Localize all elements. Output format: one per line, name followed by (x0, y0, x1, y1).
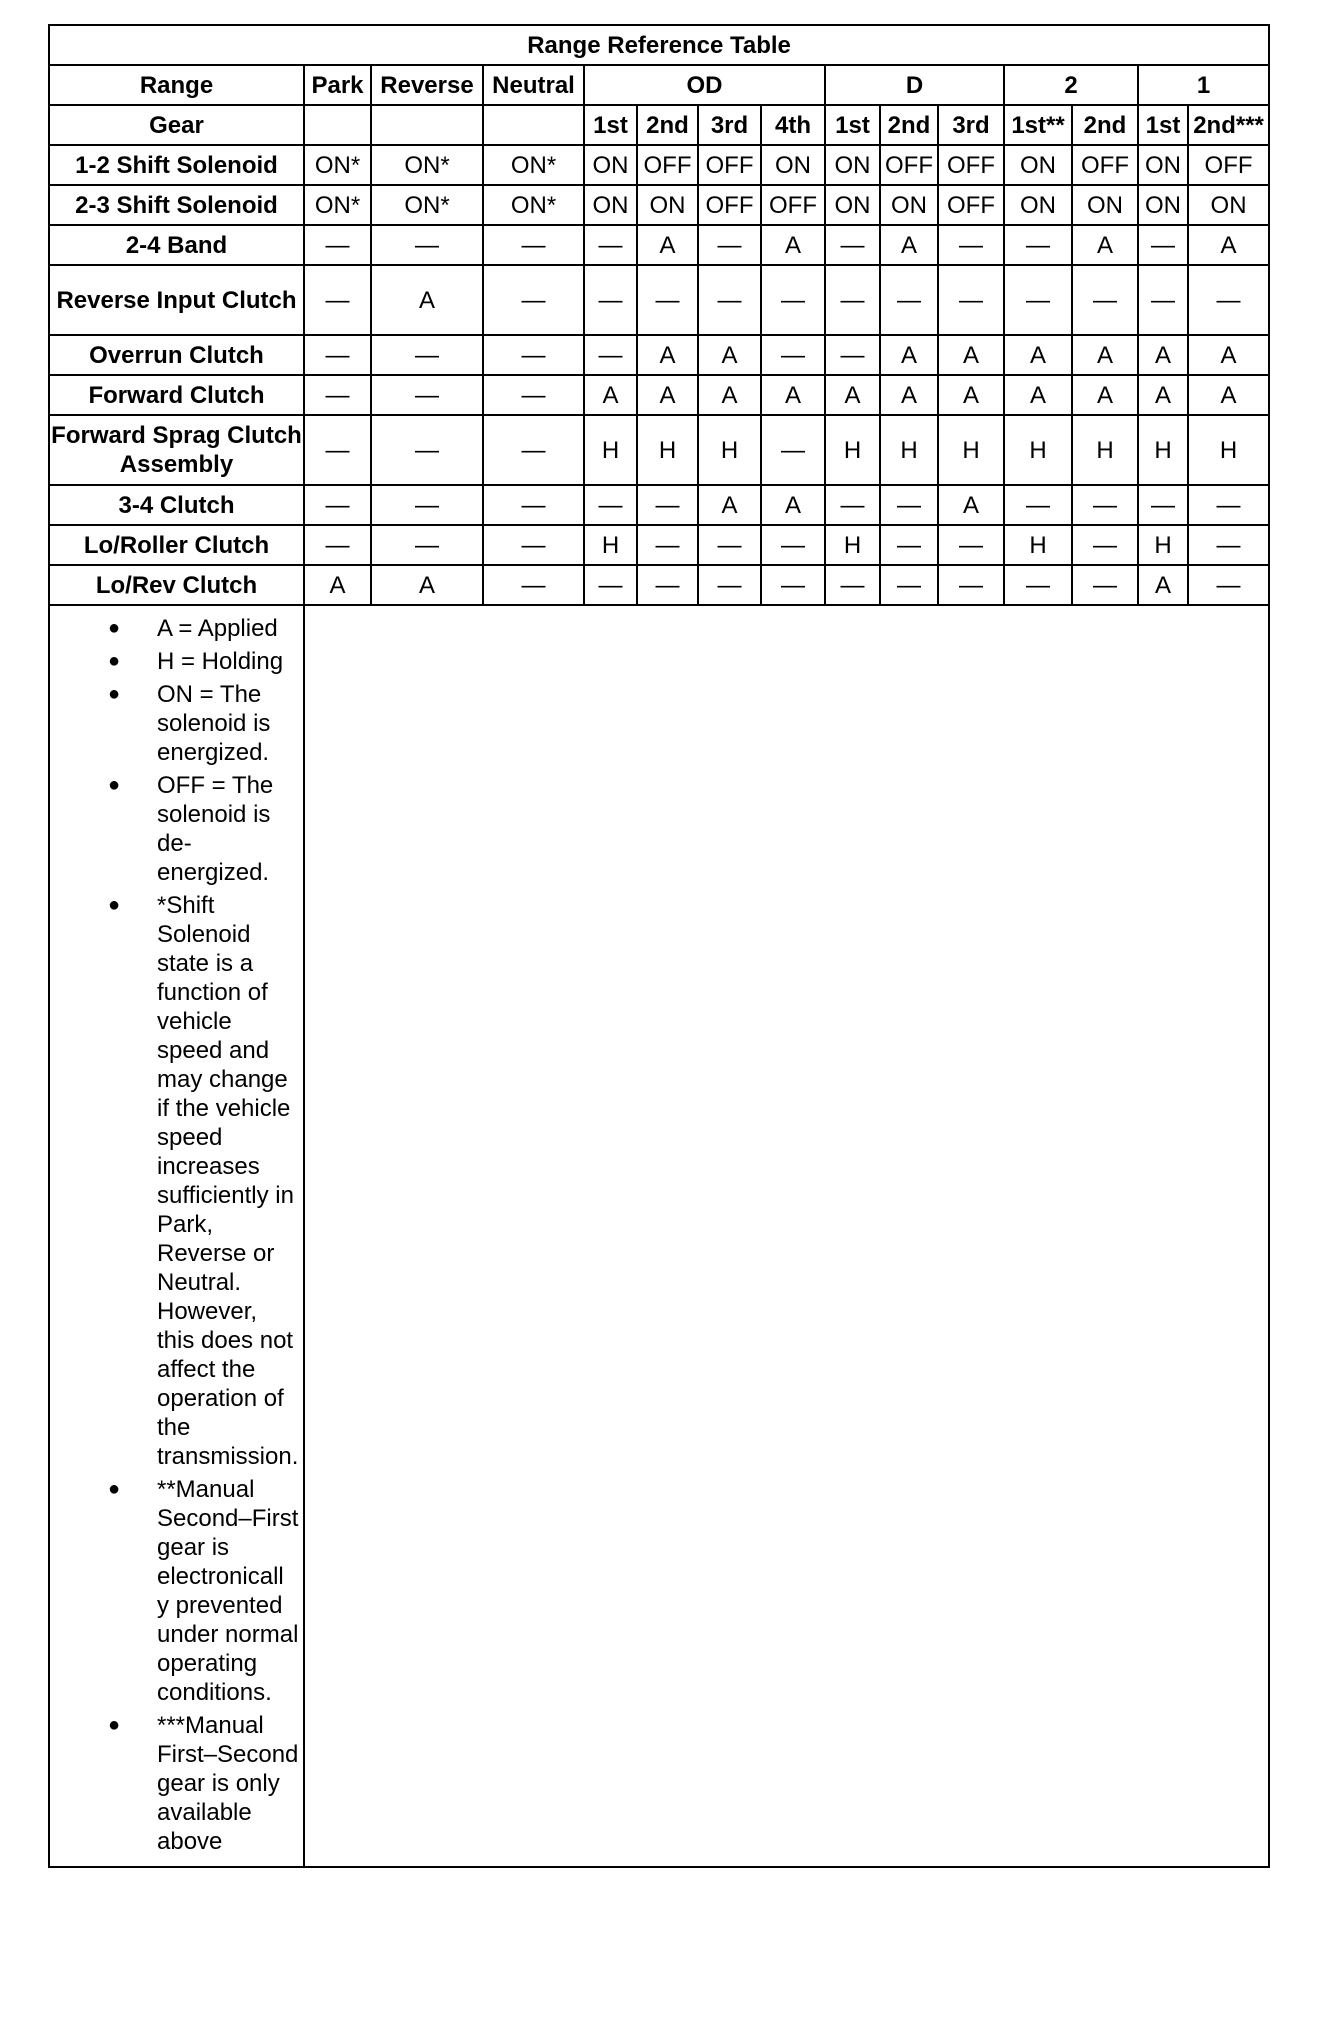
table-body (49, 145, 1269, 605)
table-cell: ON* (483, 185, 584, 225)
table-cell: — (880, 525, 938, 565)
table-cell: A (1188, 335, 1269, 375)
table-cell: H (1004, 415, 1072, 485)
table-cell: A (1072, 225, 1138, 265)
range-header: Neutral (483, 65, 584, 105)
table-cell: — (825, 565, 880, 605)
note-text: *Shift Solenoid state is a function of vehicle speed and may change if the vehicle speed increases sufficiently in Park, Reverse or Neutral. However, this does not affect the operation of the transmission. (157, 892, 299, 1470)
table-cell: A (761, 375, 825, 415)
bullet-icon: ● (108, 1478, 121, 1500)
table-row (49, 375, 1269, 415)
table-cell: ON (825, 145, 880, 185)
table-cell: ON (637, 185, 698, 225)
table-cell: — (304, 415, 371, 485)
bullet-icon: ● (108, 617, 121, 639)
notes-cell (49, 605, 304, 1867)
table-cell: ON (584, 145, 637, 185)
table-cell: — (938, 265, 1004, 335)
table-cell: A (1004, 375, 1072, 415)
table-row (49, 225, 1269, 265)
table-cell: — (880, 265, 938, 335)
notes-blank-area (304, 605, 1269, 1867)
table-cell: ON (1138, 185, 1188, 225)
table-cell: — (637, 265, 698, 335)
bullet-icon: ● (108, 1714, 121, 1736)
table-cell: H (637, 415, 698, 485)
table-cell: H (584, 525, 637, 565)
gear-header: 1st (584, 105, 637, 145)
table-cell: A (938, 375, 1004, 415)
table-cell: — (1004, 485, 1072, 525)
table-cell: — (637, 525, 698, 565)
table-cell: — (483, 525, 584, 565)
gear-header: 2nd (880, 105, 938, 145)
note-text: H = Holding (157, 648, 284, 675)
range-label: Range (49, 65, 304, 105)
gear-header: 2nd*** (1188, 105, 1269, 145)
note-text: ***Manual First–Second gear is only available above (157, 1712, 299, 1855)
table-cell: A (637, 375, 698, 415)
table-cell: A (698, 485, 761, 525)
gear-header: 4th (761, 105, 825, 145)
table-cell: OFF (637, 145, 698, 185)
table-cell: ON (880, 185, 938, 225)
table-cell: — (1004, 265, 1072, 335)
table-cell: — (1004, 565, 1072, 605)
table-cell: H (1072, 415, 1138, 485)
table-cell: A (761, 225, 825, 265)
table-cell: — (371, 485, 483, 525)
row-label: Overrun Clutch (49, 335, 304, 375)
table-cell: H (1138, 525, 1188, 565)
notes-row (49, 605, 1269, 1867)
gear-header: 2nd (637, 105, 698, 145)
gear-header: 2nd (1072, 105, 1138, 145)
table-cell: A (1072, 375, 1138, 415)
table-cell: — (304, 485, 371, 525)
note-text: ON = The solenoid is energized. (157, 681, 271, 766)
gear-header (371, 105, 483, 145)
table-row (49, 525, 1269, 565)
table-cell: — (483, 485, 584, 525)
table-cell: — (483, 375, 584, 415)
table-cell: — (304, 265, 371, 335)
table-title: Range Reference Table (49, 25, 1269, 65)
range-header: D (825, 65, 1004, 105)
gear-header-row (49, 105, 1269, 145)
bullet-icon: ● (108, 774, 121, 796)
row-label: Lo/Roller Clutch (49, 525, 304, 565)
table-cell: — (761, 335, 825, 375)
table-cell: — (371, 225, 483, 265)
table-cell: A (1072, 335, 1138, 375)
gear-header: 1st** (1004, 105, 1072, 145)
table-cell: H (584, 415, 637, 485)
table-cell: — (825, 225, 880, 265)
table-cell: — (584, 565, 637, 605)
table-cell: — (584, 335, 637, 375)
table-cell: ON* (371, 145, 483, 185)
table-cell: A (371, 265, 483, 335)
table-cell: A (304, 565, 371, 605)
table-cell: — (1138, 265, 1188, 335)
table-cell: — (371, 375, 483, 415)
range-header-row (49, 65, 1269, 105)
table-row (49, 565, 1269, 605)
table-cell: — (1072, 485, 1138, 525)
table-cell: ON* (304, 145, 371, 185)
table-cell: — (761, 415, 825, 485)
table-cell: ON (1004, 145, 1072, 185)
table-cell: A (698, 335, 761, 375)
table-cell: ON (825, 185, 880, 225)
table-cell: — (761, 565, 825, 605)
table-cell: — (761, 525, 825, 565)
gear-header: 3rd (698, 105, 761, 145)
table-cell: — (880, 485, 938, 525)
notes-list (50, 614, 303, 1856)
table-cell: — (304, 225, 371, 265)
table-cell: — (483, 565, 584, 605)
table-cell: A (880, 375, 938, 415)
table-cell: — (1138, 485, 1188, 525)
table-row (49, 335, 1269, 375)
range-header: OD (584, 65, 825, 105)
table-cell: H (698, 415, 761, 485)
row-label: Forward Clutch (49, 375, 304, 415)
table-cell: — (483, 415, 584, 485)
table-cell: ON (584, 185, 637, 225)
table-cell: OFF (938, 185, 1004, 225)
table-cell: — (1004, 225, 1072, 265)
table-cell: — (761, 265, 825, 335)
table-cell: — (938, 565, 1004, 605)
table-cell: — (483, 265, 584, 335)
table-cell: H (825, 525, 880, 565)
table-cell: A (938, 485, 1004, 525)
note-text: **Manual Second–First gear is electronicall y prevented under normal operating conditions. (157, 1476, 299, 1706)
table-cell: — (698, 525, 761, 565)
table-cell: A (637, 225, 698, 265)
table-cell: — (1188, 565, 1269, 605)
table-cell: A (1188, 375, 1269, 415)
table-cell: A (698, 375, 761, 415)
table-cell: — (1188, 525, 1269, 565)
table-cell: — (938, 525, 1004, 565)
row-label: 2-4 Band (49, 225, 304, 265)
range-reference-table (48, 24, 1270, 1868)
gear-header (483, 105, 584, 145)
table-cell: — (1072, 565, 1138, 605)
gear-header: 1st (825, 105, 880, 145)
table-cell: — (637, 565, 698, 605)
table-cell: H (1138, 415, 1188, 485)
note-item (50, 680, 303, 767)
table-cell: A (1004, 335, 1072, 375)
table-cell: ON* (371, 185, 483, 225)
table-cell: H (825, 415, 880, 485)
gear-header: 1st (1138, 105, 1188, 145)
table-cell: ON (1138, 145, 1188, 185)
range-header: 2 (1004, 65, 1138, 105)
table-cell: — (304, 335, 371, 375)
table-cell: — (698, 265, 761, 335)
table-cell: H (1188, 415, 1269, 485)
bullet-icon: ● (108, 650, 121, 672)
table-cell: — (1188, 265, 1269, 335)
table-cell: — (1072, 525, 1138, 565)
table-row (49, 265, 1269, 335)
table-cell: — (371, 415, 483, 485)
table-cell: A (1188, 225, 1269, 265)
table-cell: A (1138, 335, 1188, 375)
table-row (49, 185, 1269, 225)
row-label: Reverse Input Clutch (49, 265, 304, 335)
table-cell: ON (1188, 185, 1269, 225)
note-item (50, 1475, 303, 1707)
table-cell: ON (761, 145, 825, 185)
table-cell: OFF (938, 145, 1004, 185)
table-cell: A (761, 485, 825, 525)
table-cell: H (1004, 525, 1072, 565)
table-row (49, 145, 1269, 185)
table-cell: ON (1072, 185, 1138, 225)
table-cell: — (483, 335, 584, 375)
table-cell: A (637, 335, 698, 375)
table-cell: — (483, 225, 584, 265)
table-cell: A (938, 335, 1004, 375)
table-cell: ON* (483, 145, 584, 185)
table-cell: ON (1004, 185, 1072, 225)
table-cell: A (1138, 565, 1188, 605)
table-cell: OFF (1072, 145, 1138, 185)
row-label: 2-3 Shift Solenoid (49, 185, 304, 225)
table-cell: — (825, 335, 880, 375)
table-cell: A (584, 375, 637, 415)
table-cell: A (371, 565, 483, 605)
table-cell: A (880, 335, 938, 375)
table-row (49, 415, 1269, 485)
table-cell: A (1138, 375, 1188, 415)
table-cell: OFF (698, 145, 761, 185)
note-item (50, 1711, 303, 1856)
gear-header (304, 105, 371, 145)
note-item (50, 891, 303, 1471)
table-cell: — (637, 485, 698, 525)
gear-label: Gear (49, 105, 304, 145)
gear-header: 3rd (938, 105, 1004, 145)
table-cell: — (1188, 485, 1269, 525)
table-row (49, 485, 1269, 525)
table-cell: — (371, 335, 483, 375)
table-cell: H (880, 415, 938, 485)
range-header: Park (304, 65, 371, 105)
range-header: 1 (1138, 65, 1269, 105)
table-cell: — (304, 375, 371, 415)
table-cell: OFF (698, 185, 761, 225)
table-cell: — (880, 565, 938, 605)
table-cell: A (880, 225, 938, 265)
table-cell: — (938, 225, 1004, 265)
note-text: A = Applied (157, 615, 278, 642)
note-text: OFF = The solenoid is de- energized. (157, 772, 274, 886)
row-label: Lo/Rev Clutch (49, 565, 304, 605)
note-item (50, 614, 303, 643)
table-cell: — (584, 485, 637, 525)
table-cell: OFF (880, 145, 938, 185)
table-cell: — (825, 485, 880, 525)
table-cell: A (825, 375, 880, 415)
range-header: Reverse (371, 65, 483, 105)
bullet-icon: ● (108, 894, 121, 916)
bullet-icon: ● (108, 683, 121, 705)
table-cell: — (698, 565, 761, 605)
table-cell: — (371, 525, 483, 565)
table-cell: — (584, 265, 637, 335)
row-label: 3-4 Clutch (49, 485, 304, 525)
table-cell: OFF (761, 185, 825, 225)
row-label: 1-2 Shift Solenoid (49, 145, 304, 185)
table-cell: — (1072, 265, 1138, 335)
table-cell: — (825, 265, 880, 335)
table-cell: ON* (304, 185, 371, 225)
row-label: Forward Sprag Clutch Assembly (49, 415, 304, 485)
note-item (50, 647, 303, 676)
table-cell: — (304, 525, 371, 565)
table-cell: OFF (1188, 145, 1269, 185)
table-cell: H (938, 415, 1004, 485)
note-item (50, 771, 303, 887)
table-cell: — (698, 225, 761, 265)
table-cell: — (584, 225, 637, 265)
table-cell: — (1138, 225, 1188, 265)
